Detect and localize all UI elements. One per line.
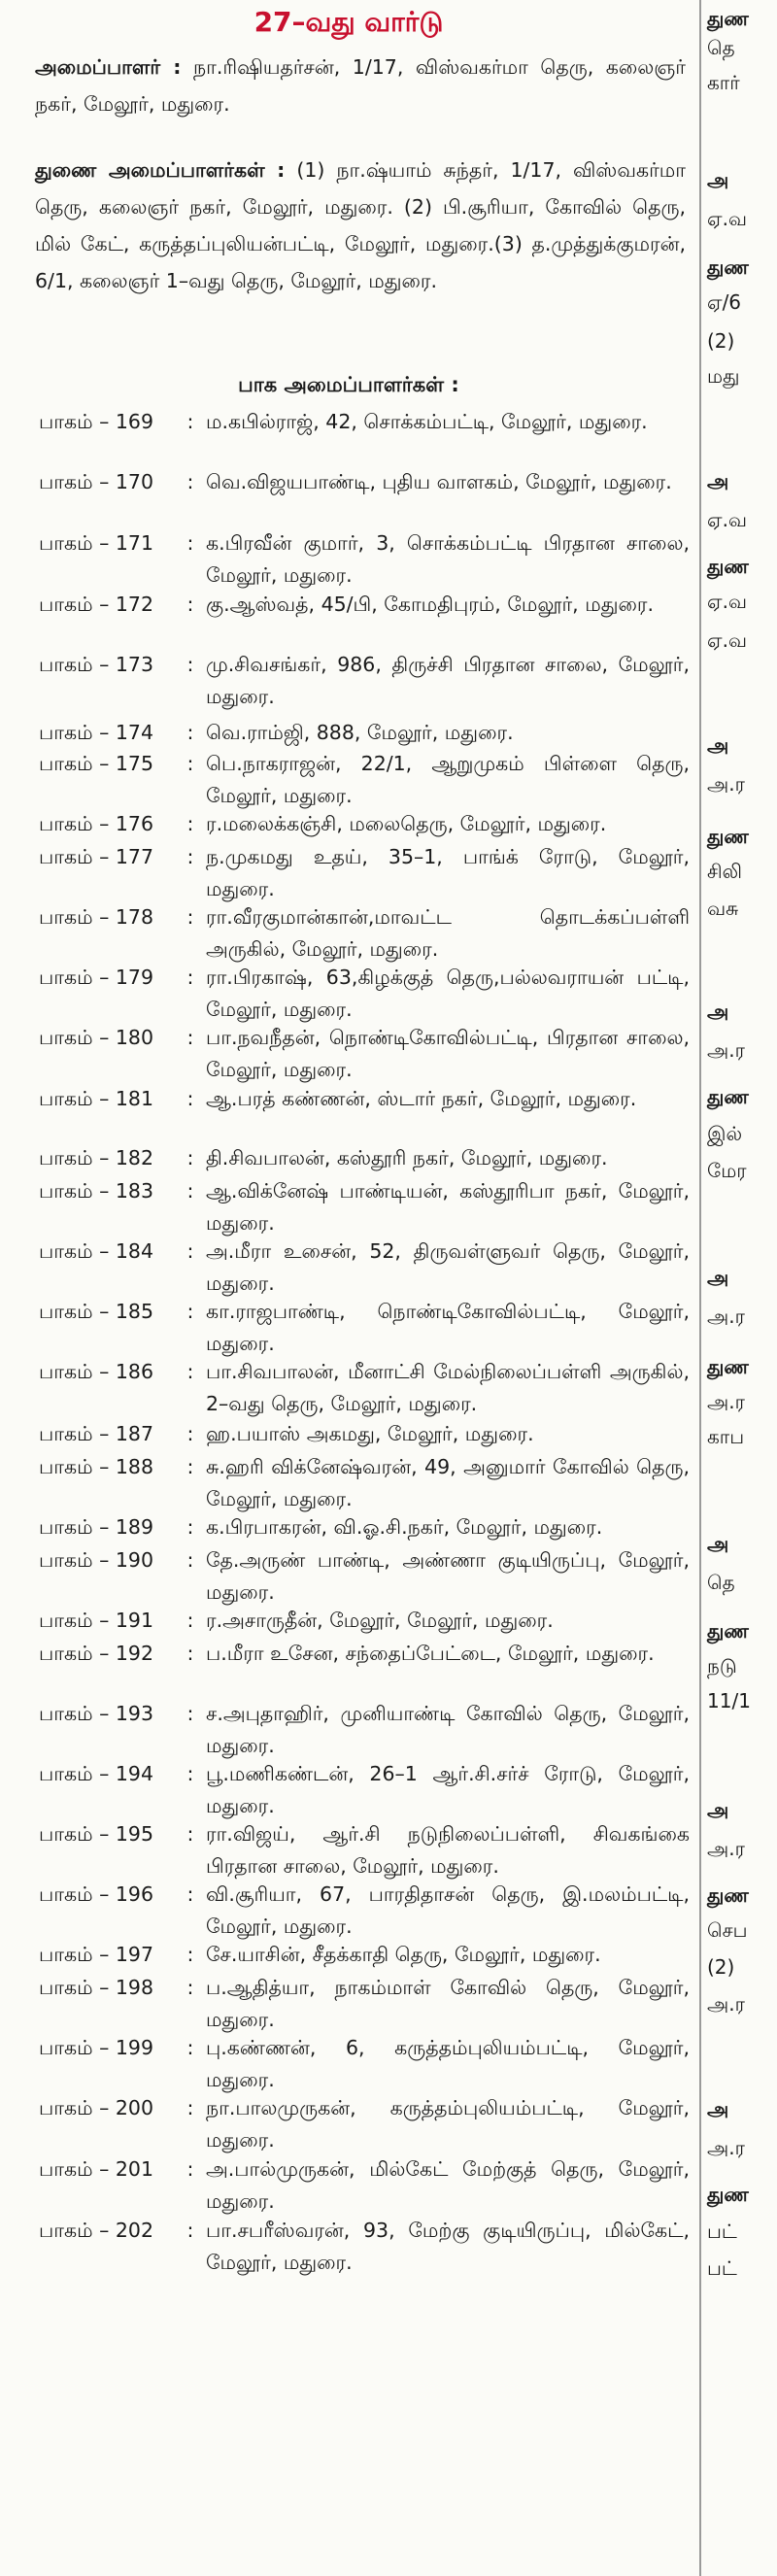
- colon-separator: :: [186, 1300, 194, 1323]
- colon-separator: :: [186, 1882, 194, 1906]
- deputy-organizers-paragraph: [35, 152, 686, 299]
- colon-separator: :: [186, 1642, 194, 1665]
- deputy-label: துணை அமைப்பாளர்கள் :: [35, 158, 286, 182]
- booth-entry: [39, 1356, 690, 1420]
- booth-entry: [39, 808, 690, 840]
- booth-number: பாகம் – 175: [39, 752, 153, 775]
- booth-organizer-details: வெ.ராம்ஜி, 888, மேலூர், மதுரை.: [206, 721, 514, 744]
- cropped-text-fragment: கார்: [707, 71, 740, 94]
- booth-number: பாகம் – 187: [39, 1422, 153, 1445]
- cropped-text-fragment: அ: [707, 733, 729, 757]
- booth-entry: [39, 1879, 690, 1943]
- booth-entry: [39, 901, 690, 966]
- booth-organizer-details: நா.பாலமுருகன், கருத்தம்புலியம்பட்டி, மேலூர், மதுரை.: [206, 2096, 690, 2152]
- booth-entry: [39, 2032, 690, 2096]
- booth-number: பாகம் – 176: [39, 812, 153, 835]
- booth-entry: [39, 1236, 690, 1300]
- cropped-text-fragment: துண: [707, 1355, 749, 1378]
- booth-organizer-details: கா.ராஜபாண்டி, நொண்டிகோவில்பட்டி, மேலூர், மதுரை.: [206, 1300, 690, 1355]
- booth-entry: [39, 962, 690, 1026]
- section-heading: பாக அமைப்பாளர்கள் :: [238, 373, 459, 396]
- cropped-text-fragment: அ: [707, 1266, 729, 1289]
- colon-separator: :: [186, 1455, 194, 1478]
- booth-entry: [39, 466, 690, 498]
- booth-entry: [39, 1511, 690, 1543]
- colon-separator: :: [186, 2036, 194, 2059]
- booth-number: பாகம் – 191: [39, 1609, 153, 1632]
- booth-number: பாகம் – 197: [39, 1943, 153, 1966]
- cropped-text-fragment: வசு: [707, 897, 739, 920]
- booth-organizer-details: ரா.பிரகாஷ், 63,கிழக்குத் தெரு,பல்லவராயன் பட்டி, மேலூர், மதுரை.: [206, 966, 690, 1021]
- organizer-paragraph: [35, 49, 686, 122]
- booth-number: பாகம் – 185: [39, 1300, 153, 1323]
- colon-separator: :: [186, 1239, 194, 1263]
- colon-separator: :: [186, 905, 194, 929]
- colon-separator: :: [186, 966, 194, 989]
- cropped-text-fragment: அ.ர: [707, 772, 745, 796]
- cropped-text-fragment: துண: [707, 1085, 749, 1108]
- cropped-text-fragment: அ: [707, 1000, 729, 1023]
- cropped-text-fragment: தெ: [707, 36, 735, 59]
- booth-number: பாகம் – 183: [39, 1179, 153, 1203]
- colon-separator: :: [186, 1360, 194, 1383]
- cropped-text-fragment: துண: [707, 555, 749, 578]
- booth-number: பாகம் – 177: [39, 845, 153, 868]
- cropped-text-fragment: தெ: [707, 1571, 735, 1594]
- booth-organizer-details: தே.அருண் பாண்டி, அண்ணா குடியிருப்பு, மேலூர், மதுரை.: [206, 1548, 690, 1604]
- cropped-text-fragment: அ: [707, 168, 729, 191]
- cropped-text-fragment: அ.ர: [707, 1038, 745, 1062]
- booth-organizer-details: ம.கபில்ராஜ், 42, சொக்கம்பட்டி, மேலூர், மதுரை.: [206, 410, 648, 433]
- booth-number: பாகம் – 193: [39, 1702, 153, 1725]
- cropped-text-fragment: ஏ.வ: [707, 628, 748, 652]
- colon-separator: :: [186, 1822, 194, 1846]
- booth-number: பாகம் – 173: [39, 653, 153, 676]
- colon-separator: :: [186, 1943, 194, 1966]
- adjacent-column-fragment: [703, 0, 777, 2576]
- booth-number: பாகம் – 178: [39, 905, 153, 929]
- cropped-text-fragment: துண: [707, 1883, 749, 1907]
- booth-organizer-details: க.பிரபாகரன், வி.ஓ.சி.நகர், மேலூர், மதுரை.: [206, 1515, 603, 1539]
- booth-organizer-details: வெ.விஜயபாண்டி, புதிய வாளகம், மேலூர், மதுரை.: [206, 470, 672, 493]
- colon-separator: :: [186, 470, 194, 493]
- booth-entry: [39, 649, 690, 713]
- booth-organizer-details: சே.யாசின், சீதக்காதி தெரு, மேலூர், மதுரை.: [206, 1943, 601, 1966]
- booth-entry: [39, 1758, 690, 1822]
- booth-entry: [39, 1638, 690, 1670]
- booth-entry: [39, 841, 690, 905]
- booth-entry: [39, 1175, 690, 1239]
- booth-number: பாகம் – 184: [39, 1239, 153, 1263]
- colon-separator: :: [186, 1609, 194, 1632]
- colon-separator: :: [186, 721, 194, 744]
- booth-number: பாகம் – 169: [39, 410, 153, 433]
- booth-number: பாகம் – 171: [39, 531, 153, 555]
- colon-separator: :: [186, 593, 194, 616]
- colon-separator: :: [186, 2219, 194, 2242]
- booth-entry: [39, 589, 690, 621]
- booth-number: பாகம் – 201: [39, 2157, 153, 2181]
- booth-organizer-details: ரா.வீரகுமான்கான்,மாவட்ட தொடக்கப்பள்ளி அருகில், மேலூர், மதுரை.: [206, 905, 690, 961]
- cropped-text-fragment: மது: [707, 364, 740, 388]
- booth-organizer-details: ப.ஆதித்யா, நாகம்மாள் கோவில் தெரு, மேலூர், மதுரை.: [206, 1976, 690, 2031]
- cropped-text-fragment: நடு: [707, 1654, 737, 1678]
- cropped-text-fragment: (2): [707, 1955, 735, 1979]
- booth-organizer-details: ஹ.பயாஸ் அகமது, மேலூர், மதுரை.: [206, 1422, 534, 1445]
- booth-number: பாகம் – 200: [39, 2096, 153, 2119]
- booth-number: பாகம் – 194: [39, 1762, 153, 1785]
- colon-separator: :: [186, 1548, 194, 1572]
- colon-separator: :: [186, 1179, 194, 1203]
- booth-entry: [39, 1544, 690, 1609]
- booth-number: பாகம் – 199: [39, 2036, 153, 2059]
- booth-entry: [39, 1296, 690, 1360]
- cropped-text-fragment: துண: [707, 825, 749, 848]
- booth-entry: [39, 1022, 690, 1086]
- column-divider: [699, 0, 701, 2576]
- booth-organizer-details: ஆ.விக்னேஷ் பாண்டியன், கஸ்தூரிபா நகர், மேலூர், மதுரை.: [206, 1179, 690, 1235]
- cropped-text-fragment: 11/1: [707, 1689, 751, 1712]
- booth-entry: [39, 1605, 690, 1637]
- cropped-text-fragment: (2): [707, 329, 735, 353]
- booth-organizer-details: ந.முகமது உதய், 35–1, பாங்க் ரோடு, மேலூர், மதுரை.: [206, 845, 690, 900]
- deputy-text: (1) நா.ஷ்யாம் சுந்தர், 1/17, விஸ்வகர்மா தெரு, கலைஞர் நகர், மேலூர், மதுரை. (2) பி.சூரியா, கோவில் தெரு, மில் கேட், கருத்தப்புலியன்பட்டி, மேலூர், மதுரை.(3) த.முத்துக்குமரன், 6/1, கலைஞர் 1–வது தெரு, மேலூர், மதுரை.: [35, 158, 686, 292]
- organizer-label: அமைப்பாளர் :: [35, 55, 182, 79]
- booth-entry: [39, 527, 690, 592]
- booth-number: பாகம் – 170: [39, 470, 153, 493]
- booth-organizer-details: மு.சிவசங்கர், 986, திருச்சி பிரதான சாலை, மேலூர், மதுரை.: [206, 653, 690, 708]
- booth-entry: [39, 1451, 690, 1515]
- colon-separator: :: [186, 1762, 194, 1785]
- colon-separator: :: [186, 2157, 194, 2181]
- colon-separator: :: [186, 531, 194, 555]
- colon-separator: :: [186, 752, 194, 775]
- colon-separator: :: [186, 1026, 194, 1049]
- cropped-text-fragment: அ: [707, 469, 729, 492]
- colon-separator: :: [186, 1515, 194, 1539]
- colon-separator: :: [186, 812, 194, 835]
- booth-number: பாகம் – 180: [39, 1026, 153, 1049]
- booth-entry: [39, 2092, 690, 2156]
- cropped-text-fragment: சிலி: [707, 860, 743, 883]
- cropped-text-fragment: அ: [707, 1532, 729, 1555]
- booth-organizer-details: ர.அசாருதீன், மேலூர், மேலூர், மதுரை.: [206, 1609, 554, 1632]
- cropped-text-fragment: துண: [707, 255, 749, 279]
- cropped-text-fragment: துண: [707, 7, 749, 30]
- booth-entry: [39, 2215, 690, 2279]
- booth-entry: [39, 1418, 690, 1450]
- cropped-text-fragment: அ.ர: [707, 1390, 745, 1413]
- booth-number: பாகம் – 202: [39, 2219, 153, 2242]
- booth-organizer-details: க.பிரவீன் குமார், 3, சொக்கம்பட்டி பிரதான சாலை, மேலூர், மதுரை.: [206, 531, 690, 587]
- booth-number: பாகம் – 174: [39, 721, 153, 744]
- booth-number: பாகம் – 190: [39, 1548, 153, 1572]
- colon-separator: :: [186, 1702, 194, 1725]
- cropped-text-fragment: துண: [707, 1619, 749, 1643]
- booth-number: பாகம் – 186: [39, 1360, 153, 1383]
- cropped-text-fragment: காப: [707, 1425, 745, 1448]
- booth-entry: [39, 748, 690, 812]
- colon-separator: :: [186, 1422, 194, 1445]
- booth-organizer-details: பா.சபரீஸ்வரன், 93, மேற்கு குடியிருப்பு, மில்கேட், மேலூர், மதுரை.: [206, 2219, 690, 2274]
- cropped-text-fragment: துண: [707, 2183, 749, 2206]
- booth-entry: [39, 1972, 690, 2036]
- booth-entry: [39, 1142, 690, 1174]
- cropped-text-fragment: அ.ர: [707, 1837, 745, 1860]
- booth-organizer-details: ச.அபுதாஹிர், முனியாண்டி கோவில் தெரு, மேலூர், மதுரை.: [206, 1702, 690, 1757]
- booth-organizer-details: ப.மீரா உசேன, சந்தைப்பேட்டை, மேலூர், மதுரை.: [206, 1642, 655, 1665]
- cropped-text-fragment: அ.ர: [707, 1992, 745, 2016]
- booth-organizer-details: அ.மீரா உசைன், 52, திருவள்ளுவர் தெரு, மேலூர், மதுரை.: [206, 1239, 690, 1295]
- booth-organizer-details: வி.சூரியா, 67, பாரதிதாசன் தெரு, இ.மலம்பட்டி, மேலூர், மதுரை.: [206, 1882, 690, 1938]
- booth-organizer-details: அ.பால்முருகன், மில்கேட் மேற்குத் தெரு, மேலூர், மதுரை.: [206, 2157, 690, 2213]
- colon-separator: :: [186, 410, 194, 433]
- cropped-text-fragment: ஏ/6: [707, 290, 742, 314]
- booth-entry: [39, 1939, 690, 1971]
- colon-separator: :: [186, 653, 194, 676]
- booth-entry: [39, 406, 690, 438]
- colon-separator: :: [186, 1146, 194, 1169]
- booth-organizer-details: ஆ.பரத் கண்ணன், ஸ்டார் நகர், மேலூர், மதுரை.: [206, 1087, 637, 1110]
- booth-organizer-details: கு.ஆஸ்வத், 45/பி, கோமதிபுரம், மேலூர், மதுரை.: [206, 593, 654, 616]
- cropped-text-fragment: ஏ.வ: [707, 590, 748, 613]
- cropped-text-fragment: செப: [707, 1918, 748, 1942]
- booth-number: பாகம் – 188: [39, 1455, 153, 1478]
- booth-number: பாகம் – 196: [39, 1882, 153, 1906]
- cropped-text-fragment: மேர: [707, 1159, 747, 1182]
- booth-organizer-details: சு.ஹரி விக்னேஷ்வரன், 49, அனுமார் கோவில் தெரு, மேலூர், மதுரை.: [206, 1455, 690, 1510]
- booth-entry: [39, 1698, 690, 1762]
- booth-number: பாகம் – 172: [39, 593, 153, 616]
- booth-number: பாகம் – 189: [39, 1515, 153, 1539]
- booth-entry: [39, 1818, 690, 1882]
- booth-number: பாகம் – 195: [39, 1822, 153, 1846]
- colon-separator: :: [186, 1976, 194, 1999]
- booth-number: பாகம் – 182: [39, 1146, 153, 1169]
- booth-entry: [39, 2153, 690, 2218]
- booth-organizer-details: ர.மலைக்கஞ்சி, மலைதெரு, மேலூர், மதுரை.: [206, 812, 607, 835]
- cropped-text-fragment: அ: [707, 2097, 729, 2120]
- booth-number: பாகம் – 192: [39, 1642, 153, 1665]
- cropped-text-fragment: ஏ.வ: [707, 207, 748, 230]
- booth-organizer-details: பூ.மணிகண்டன், 26–1 ஆர்.சி.சர்ச் ரோடு, மேலூர், மதுரை.: [206, 1762, 690, 1817]
- booth-organizer-details: ரா.விஜய், ஆர்.சி நடுநிலைப்பள்ளி, சிவகங்கை பிரதான சாலை, மேலூர், மதுரை.: [206, 1822, 690, 1878]
- booth-organizer-details: பெ.நாகராஜன், 22/1, ஆறுமுகம் பிள்ளை தெரு, மேலூர், மதுரை.: [206, 752, 690, 807]
- cropped-text-fragment: பட்: [707, 2256, 737, 2280]
- booth-organizer-details: பா.நவநீதன், நொண்டிகோவில்பட்டி, பிரதான சாலை, மேலூர், மதுரை.: [206, 1026, 690, 1081]
- booth-entry: [39, 717, 690, 749]
- cropped-text-fragment: இல்: [707, 1122, 743, 1145]
- cropped-text-fragment: அ.ர: [707, 2136, 745, 2159]
- booth-organizer-details: தி.சிவபாலன், கஸ்தூரி நகர், மேலூர், மதுரை.: [206, 1146, 608, 1169]
- booth-number: பாகம் – 181: [39, 1087, 153, 1110]
- organizer-text: நா.ரிஷியதர்சன், 1/17, விஸ்வகர்மா தெரு, கலைஞர் நகர், மேலூர், மதுரை.: [35, 55, 686, 116]
- booth-number: பாகம் – 179: [39, 966, 153, 989]
- ward-title: 27–வது வார்டு: [253, 6, 444, 38]
- booth-organizer-details: பா.சிவபாலன், மீனாட்சி மேல்நிலைப்பள்ளி அருகில், 2–வது தெரு, மேலூர், மதுரை.: [206, 1360, 690, 1415]
- booth-number: பாகம் – 198: [39, 1976, 153, 1999]
- colon-separator: :: [186, 2096, 194, 2119]
- colon-separator: :: [186, 845, 194, 868]
- cropped-text-fragment: ஏ.வ: [707, 508, 748, 531]
- cropped-text-fragment: அ.ர: [707, 1305, 745, 1328]
- booth-entry: [39, 1083, 690, 1115]
- cropped-text-fragment: பட்: [707, 2220, 737, 2243]
- colon-separator: :: [186, 1087, 194, 1110]
- booth-organizer-details: பு.கண்ணன், 6, கருத்தம்புலியம்பட்டி, மேலூர், மதுரை.: [206, 2036, 690, 2091]
- cropped-text-fragment: அ: [707, 1798, 729, 1821]
